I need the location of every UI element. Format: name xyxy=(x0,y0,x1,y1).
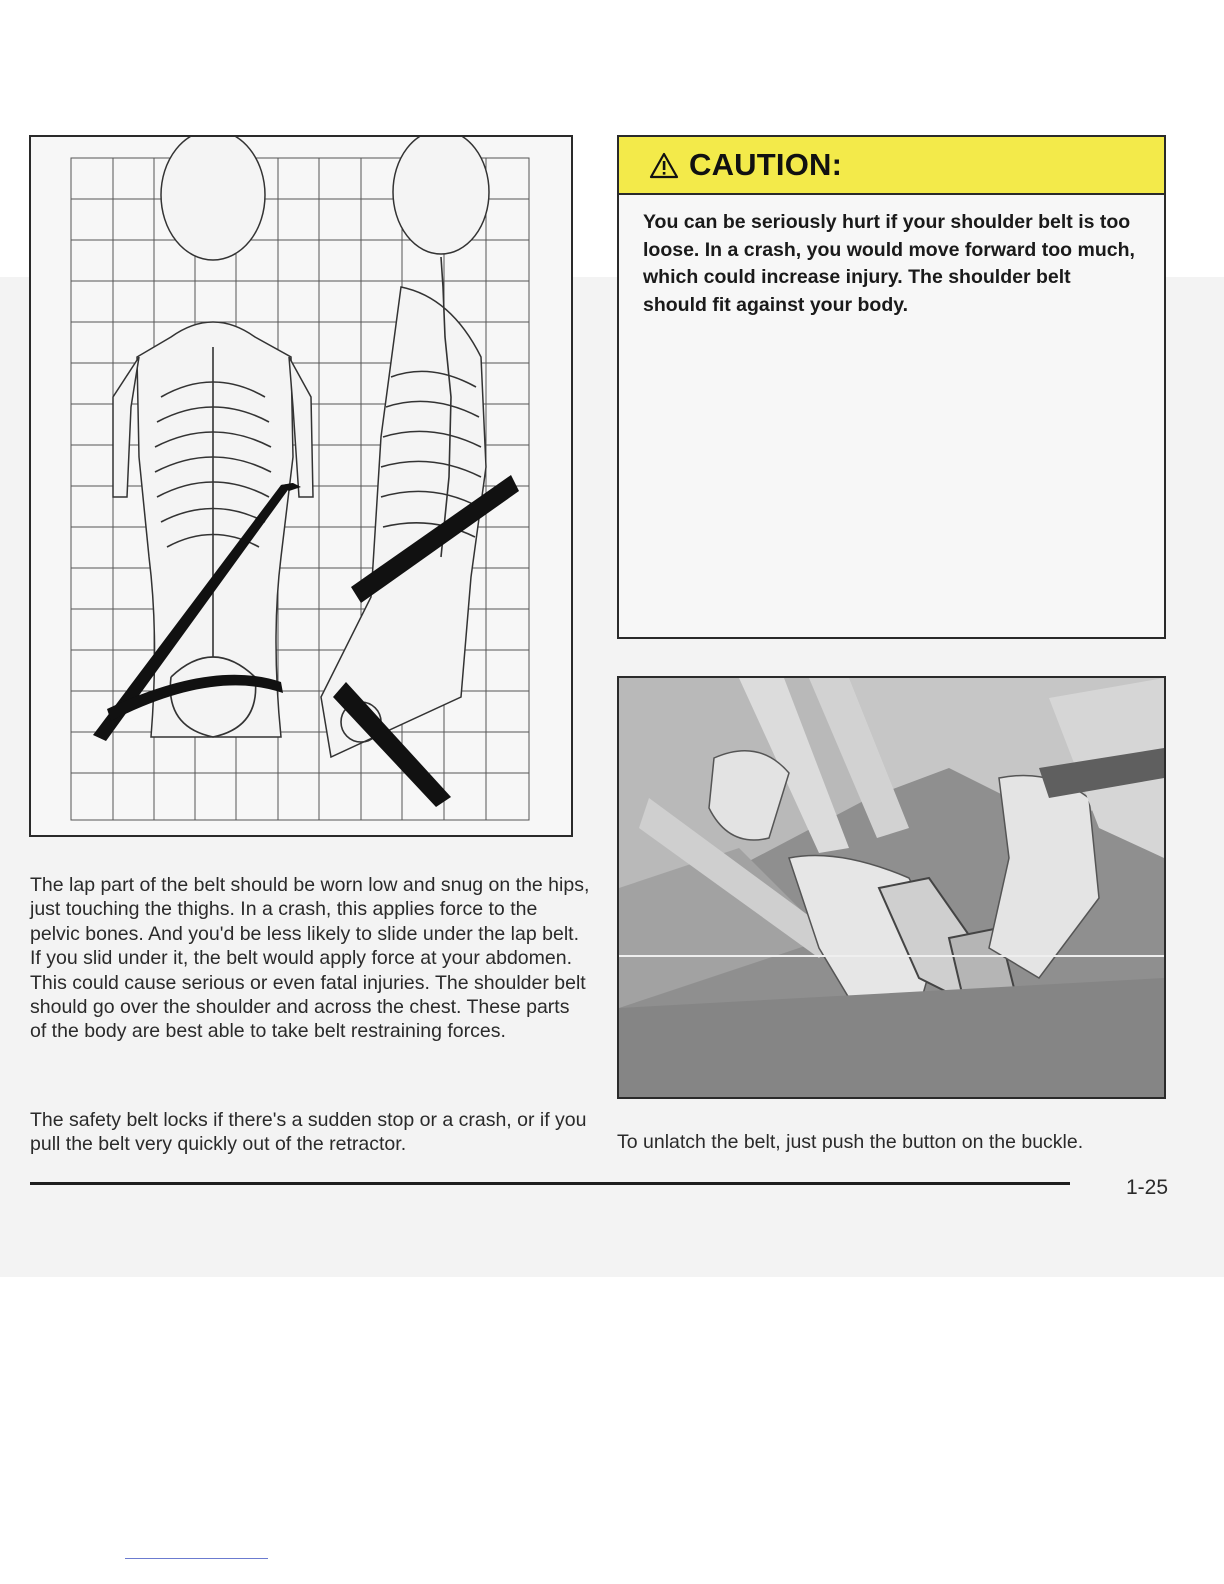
belt-locks-paragraph: The safety belt locks if there's a sudden stop or a crash, or if you pull the belt very quickly out of the retractor. xyxy=(30,1109,587,1156)
hands-unlatching-buckle-photo-icon xyxy=(619,678,1164,1097)
skeleton-belt-figure xyxy=(29,135,573,837)
lap-belt-paragraph: The lap part of the belt should be worn low and snug on the hips, just touching the thighs. In a crash, this applies force to the pelvic bones. And you'd be less likely to slide under the lap belt. If you slid under it, the belt would apply force at your abdomen. This could cause serious or even fatal injuries. The shoulder belt should go over the shoulder and across the chest. These parts of the body are best able to take belt restraining forces. xyxy=(30,874,590,1043)
caution-title: CAUTION: xyxy=(689,147,843,182)
caution-header xyxy=(619,137,1164,195)
bottom-link-line xyxy=(125,1558,268,1559)
buckle-photo xyxy=(617,676,1166,1099)
warning-triangle-icon xyxy=(649,152,679,179)
footer-rule xyxy=(30,1182,1070,1185)
caution-body: You can be seriously hurt if your shoulder belt is too loose. In a crash, you would move forward too much, which could increase injury. The shoulder belt should fit against your body. xyxy=(643,211,1135,316)
caution-box xyxy=(617,135,1166,639)
page-number: 1-25 xyxy=(1126,1176,1169,1199)
skeleton-seatbelt-diagram-icon xyxy=(31,137,571,835)
buckle-caption: To unlatch the belt, just push the button on the buckle. xyxy=(617,1131,1084,1153)
